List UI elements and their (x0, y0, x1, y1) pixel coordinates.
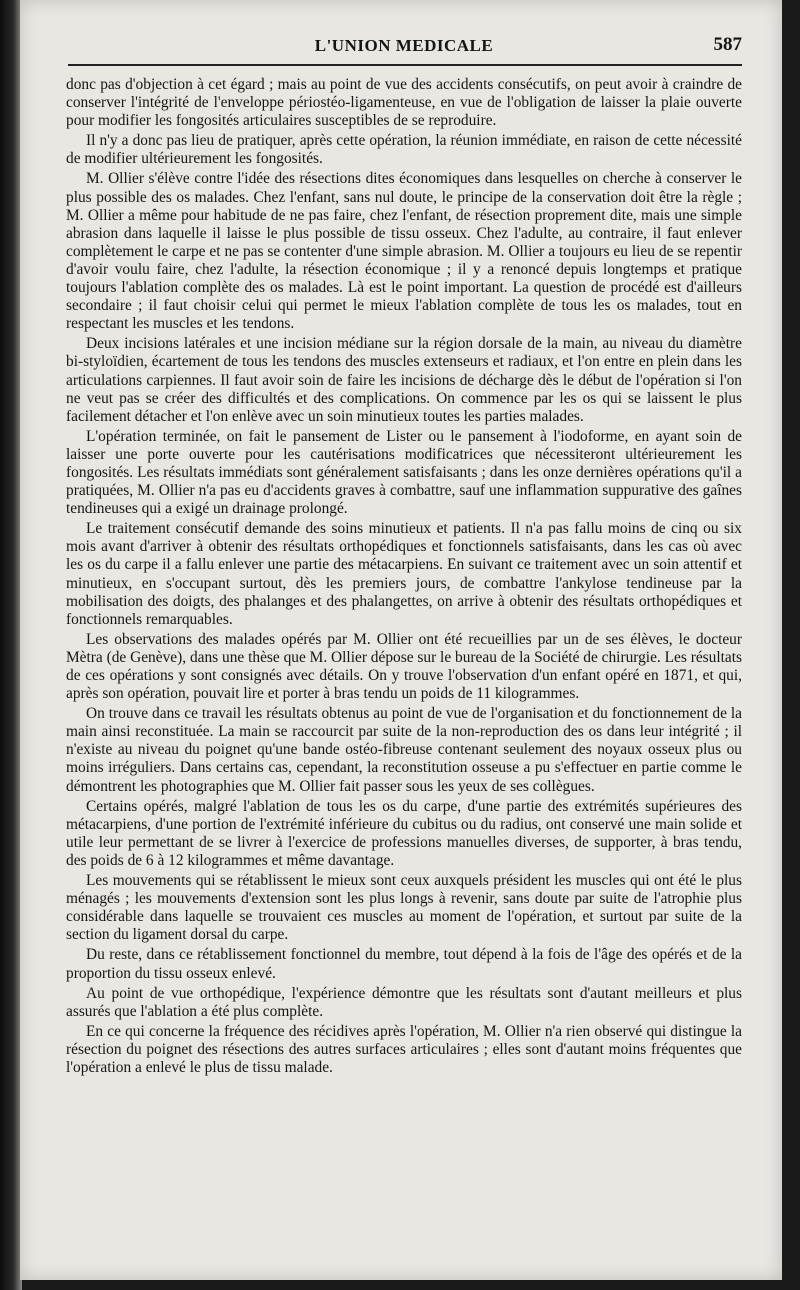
paragraph: En ce qui concerne la fréquence des récidives après l'opération, M. Ollier n'a rien observé qui distingue la résection du poignet des résections des autres surfaces articulaires ; elles sont d'autant moins fréquentes que l'opération a enlevé le plus de tissu malade. (66, 1022, 742, 1076)
paragraph: Le traitement consécutif demande des soins minutieux et patients. Il n'a pas fallu moins de cinq ou six mois avant d'arriver à obtenir des résultats orthopédiques et fonctionnels satisfaisants, dans les cas où avec les os du carpe il a fallu enlever une partie des métacarpiens. En suivant ce traitement avec un soin attentif et minutieux, en s'occupant surtout, dès les premiers jours, de combattre l'ankylose tendineuse par la mobilisation des doigts, des phalanges et des phalangettes, on arrive à obtenir des résultats orthopédiques et fonctionnels remarquables. (66, 520, 742, 628)
paragraph: donc pas d'objection à cet égard ; mais au point de vue des accidents consécutifs, on peut avoir à craindre de conserver l'intégrité de l'enveloppe périostéo-ligamenteuse, en vue de l'obligation de laisser la plaie ouverte pour modifier les fongosités articulaires susceptibles de se reproduire. (66, 76, 742, 130)
paragraph: L'opération terminée, on fait le pansement de Lister ou le pansement à l'iodoforme, en ayant soin de laisser une porte ouverte pour les cautérisations modificatrices que nécessiteront ultérieurement les fongosités. Les résultats immédiats sont généralement satisfaisants ; dans les onze dernières opérations qu'il a pratiquées, M. Ollier n'a pas eu d'accidents graves à combattre, sauf une inflammation suppurative des gaînes tendineuses qui a exigé un drainage prolongé. (66, 427, 742, 518)
paragraph: Les observations des malades opérés par M. Ollier ont été recueillies par un de ses élèves, le docteur Mètra (de Genève), dans une thèse que M. Ollier dépose sur le bureau de la Société de chirurgie. Les résultats de ces opérations y sont consignés avec détails. On y trouve l'observation d'un enfant opéré en 1871, et qui, après son opération, pouvait lire et porter à bras tendu un poids de 11 kilogrammes. (66, 630, 742, 703)
paragraph: Deux incisions latérales et une incision médiane sur la région dorsale de la main, au niveau du diamètre bi-styloïdien, écartement de tous les tendons des muscles extenseurs et radiaux, et l'on entre en plein dans les articulations carpiennes. Il faut avoir soin de faire les incisions de décharge dès le début de l'opération si l'on ne veut pas se créer des difficultés et des complications. On commence par les os qui se laissent le plus facilement détacher et l'on enlève avec un soin minutieux toutes les parties malades. (66, 335, 742, 425)
journal-title: L'UNION MEDICALE (314, 36, 494, 55)
paragraph: Les mouvements qui se rétablissent le mieux sont ceux auxquels président les muscles qui ont été le plus ménagés ; les mouvements d'extension sont les plus longs à revenir, sans doute par suite de l'atrophie plus considérable dans laquelle se trouvaient ces muscles au moment de l'opération, et surtout par suite de la section du ligament dorsal du carpe. (66, 872, 742, 944)
article-body (66, 76, 742, 1079)
paragraph: Du reste, dans ce rétablissement fonctionnel du membre, tout dépend à la fois de l'âge des opérés et de la proportion du tissu osseux enlevé. (66, 946, 742, 982)
paragraph: Au point de vue orthopédique, l'expérience démontre que les résultats sont d'autant meilleurs et plus assurés que l'ablation a été plus complète. (66, 984, 742, 1020)
paragraph: Certains opérés, malgré l'ablation de tous les os du carpe, d'une partie des extrémités supérieures des métacarpiens, d'une portion de l'extrémité inférieure du cubitus ou du radius, ont conservé une main solide et utile leur permettant de se livrer à l'exercice de professions manuelles diverses, de supporter, à bras tendu, des poids de 6 à 12 kilogrammes et même davantage. (66, 797, 742, 869)
paragraph: M. Ollier s'élève contre l'idée des résections dites économiques dans lesquelles on cherche à conserver le plus possible des os malades. Chez l'enfant, sans nul doute, le principe de la conservation doit être la règle ; M. Ollier a même pour habitude de ne pas faire, chez l'enfant, de résection proprement dite, mais une simple abrasion dans laquelle il laisse le plus possible de tissu osseux. Chez l'adulte, au contraire, il faut enlever complètement le carpe et ne pas se contenter d'une simple abrasion. M. Ollier a toujours eu lieu de se repentir d'avoir voulu faire, chez l'adulte, la résection économique ; il y a renoncé depuis longtemps et pratique toujours l'ablation complète des os malades. Là est le point important. La question de procédé est d'ailleurs secondaire ; il faut choisir celui qui permet le mieux l'ablation complète de tous les os malades, tout en respectant les muscles et les tendons. (66, 170, 742, 333)
book-binding-edge (0, 0, 22, 1290)
page-number: 587 (713, 34, 742, 55)
paragraph: Il n'y a donc pas lieu de pratiquer, après cette opération, la réunion immédiate, en raison de cette nécessité de modifier ultérieurement les fongosités. (66, 132, 742, 168)
paragraph: On trouve dans ce travail les résultats obtenus au point de vue de l'organisation et du fonctionnement de la main ainsi reconstituée. La main se raccourcit par suite de la non-reproduction des os dans leur intégrité ; il n'existe au niveau du poignet qu'une bande ostéo-fibreuse contenant seulement des noyaux osseux plus ou moins irréguliers. Dans certains cas, cependant, la reconstitution osseuse a pu s'effectuer en partie comme le démontrent les photographies que M. Ollier fait passer sous les yeux de ses collègues. (66, 705, 742, 795)
header-rule (68, 64, 742, 66)
running-head (66, 32, 742, 62)
